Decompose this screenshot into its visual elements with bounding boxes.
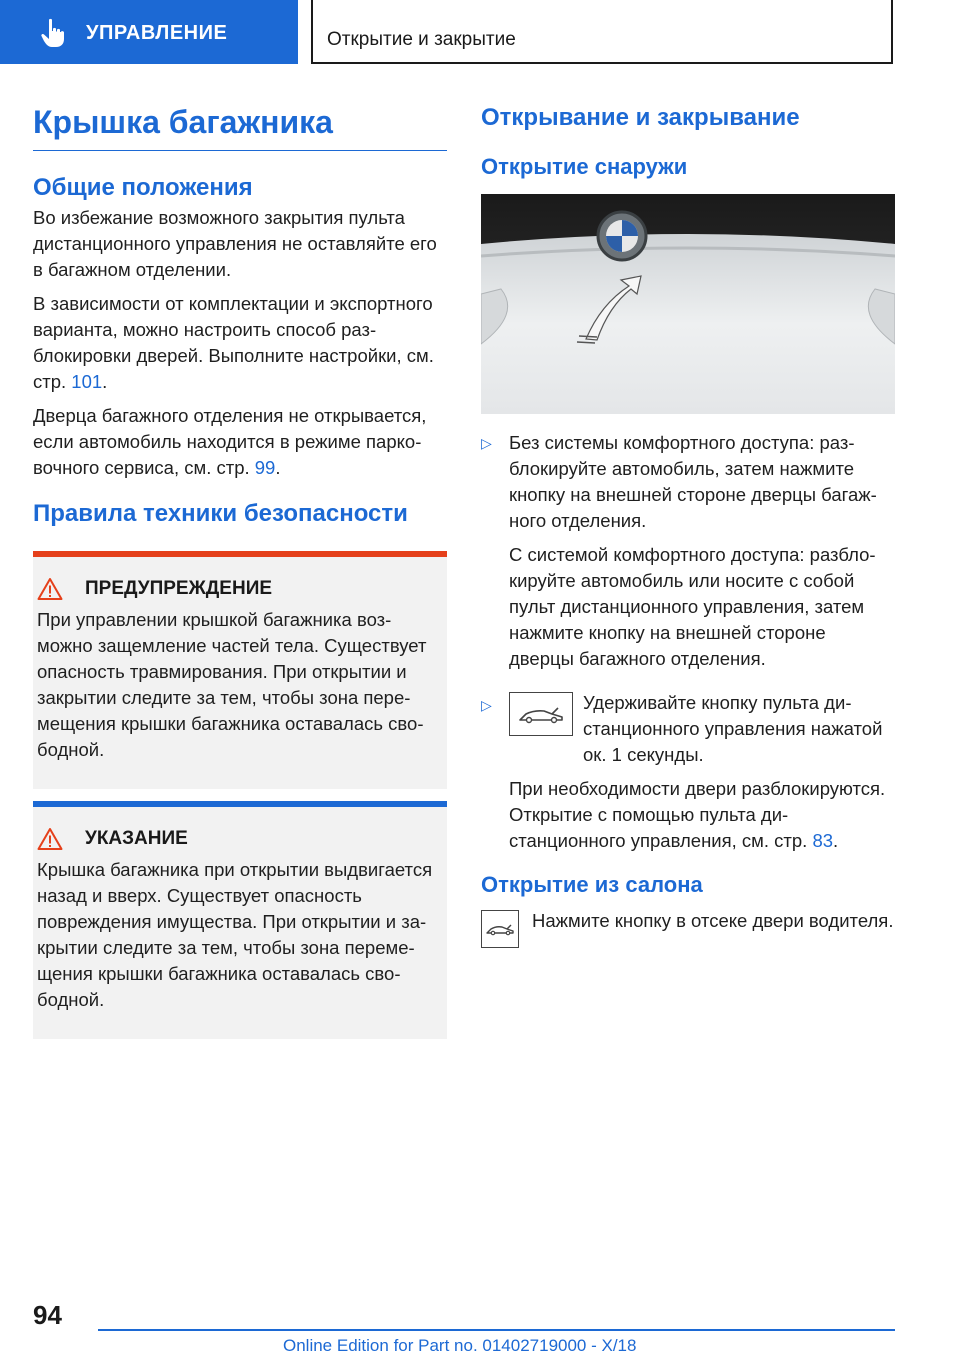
step-arrow-icon: ▷ <box>481 697 492 713</box>
left-column <box>33 100 447 1039</box>
chapter-title: Открытие и закрытие <box>327 29 516 50</box>
caution-triangle-icon <box>37 827 63 851</box>
safety-heading: Правила техники безопасности <box>33 500 408 527</box>
chapter-header <box>311 0 893 64</box>
note-title: УКАЗАНИЕ <box>85 828 188 849</box>
step1-paragraph-2: С системой комфортного доступа: разблокируйте автомобиль или носите с собой пульт дистанционного управления, затем нажмите кнопку на внешней стороне дверцы багажного отделения. <box>509 544 876 669</box>
trunk-door-button-icon <box>481 910 519 948</box>
period: . <box>833 830 839 851</box>
general-paragraph-2 <box>33 291 447 395</box>
general-paragraph-3 <box>33 403 447 481</box>
hand-pointer-icon <box>40 18 66 48</box>
inside-heading: Открытие из салона <box>481 872 703 897</box>
general-heading: Общие положения <box>33 174 253 201</box>
step-arrow-icon: ▷ <box>481 435 492 451</box>
step2-paragraph-2-text: При необходимости двери разблокируются. Открытие с помощью пульта дистанционного управления, см. стр. <box>509 778 886 851</box>
step-outside-button <box>481 430 895 672</box>
inside-text: Нажмите кнопку в отсеке двери водителя. <box>532 910 894 931</box>
page-link-101[interactable]: 101 <box>71 371 103 392</box>
general-paragraph-2-text: В зависимости от комплектации и экспортного варианта, можно настроить способ разблокировки дверей. Выполните настройки, см. стр. <box>33 293 434 392</box>
edition-text: Online Edition for Part no. 01402719000 - X/18 <box>283 1336 637 1355</box>
step2-paragraph-2 <box>509 776 895 854</box>
page-title: Крышка багажника <box>33 100 447 151</box>
period: . <box>102 371 108 392</box>
step-remote <box>481 692 895 854</box>
note-box <box>33 801 447 1039</box>
trunk-button-photo <box>481 194 895 414</box>
warning-text: При управлении крышкой багажника возможно защемление частей тела. Существует опасность травмирования. При открытии и закрытии следите за тем, чтобы зона перемещения крышки багажника оставалась свободной. <box>37 609 427 760</box>
right-column <box>481 100 895 948</box>
page-link-83[interactable]: 83 <box>812 830 834 851</box>
inside-instruction <box>481 910 895 948</box>
step1-paragraph-1: Без системы комфортного доступа: разблокируйте автомобиль, затем нажмите кнопку на внешней стороне дверцы багажного отделения. <box>509 432 877 531</box>
warning-triangle-icon <box>37 577 63 601</box>
general-paragraph-1: Во избежание возможного закрытия пульта дистанционного управления не оставляйте его в багажном отделении. <box>33 207 437 280</box>
trunk-remote-button-icon <box>509 692 573 736</box>
section-tab-label: УПРАВЛЕНИЕ <box>86 22 228 44</box>
note-text: Крышка багажника при открытии выдвигается назад и вверх. Существует опасность повреждения имущества. При открытии и закрытии следите за тем, чтобы зона перемещения крышки багажника оставалась свободной. <box>37 859 433 1010</box>
warning-title: ПРЕДУПРЕЖДЕНИЕ <box>85 578 273 599</box>
warning-box <box>33 551 447 789</box>
opening-heading: Открывание и закрывание <box>481 104 800 131</box>
footer-rule <box>98 1329 895 1331</box>
page-number: 94 <box>33 1300 62 1330</box>
outside-heading: Открытие снаружи <box>481 154 688 179</box>
general-paragraph-3-text: Дверца багажного отделения не открывается, если автомобиль находится в режиме парковочного сервиса, см. стр. <box>33 405 427 478</box>
step2-paragraph-1: Удерживайте кнопку пульта дистанционного управления нажатой ок. 1 секунды. <box>583 692 883 765</box>
section-tab[interactable] <box>0 0 298 64</box>
page-link-99[interactable]: 99 <box>254 457 276 478</box>
period: . <box>275 457 281 478</box>
